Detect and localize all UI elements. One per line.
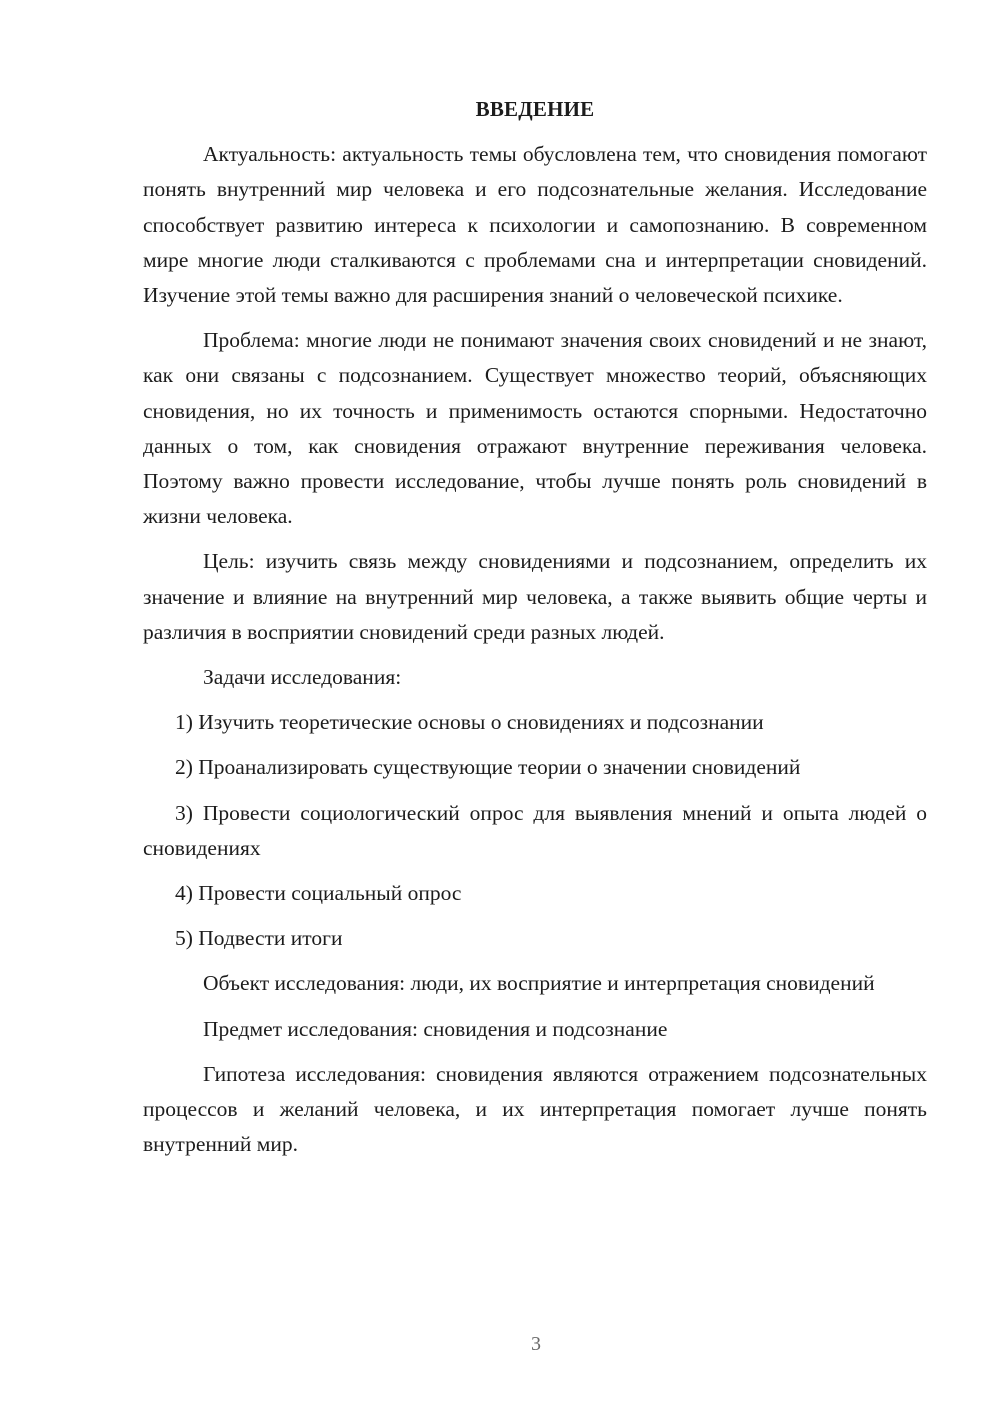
page-number: 3 (531, 1333, 541, 1355)
goal-paragraph: Цель: изучить связь между сновидениями и подсознанием, определить их значение и влияние на внутренний мир человека, а также выявить общие черты и различия в восприятии сновидений среди разных людей. (143, 549, 927, 644)
problem-paragraph: Проблема: многие люди не понимают значения своих сновидений и не знают, как они связаны с подсознанием. Существует множество теорий, объясняющих сновидения, но их точность и применимость остаются спорными. Недостаточно данных о том, как сновидения отражают внутренние переживания человека. Поэтому важно провести исследование, чтобы лучше понять роль сновидений в жизни человека. (143, 328, 927, 529)
page-content (143, 92, 927, 1172)
task-item-5: 5) Подвести итоги (175, 926, 343, 951)
task-item-4: 4) Провести социальный опрос (175, 881, 462, 906)
subject-paragraph: Предмет исследования: сновидения и подсознание (203, 1016, 668, 1041)
tasks-heading: Задачи исследования: (203, 665, 402, 690)
page-title: ВВЕДЕНИЕ (475, 97, 595, 121)
task-item-1: 1) Изучить теоретические основы о сновидениях и подсознании (175, 710, 764, 735)
relevance-paragraph: Актуальность: актуальность темы обусловлена тем, что сновидения помогают понять внутренний мир человека и его подсознательные желания. Исследование способствует развитию интереса к психологии и самопознанию. В современном мире многие люди сталкиваются с проблемами сна и интерпретации сновидений. Изучение этой темы важно для расширения знаний о человеческой психике. (143, 142, 927, 308)
hypothesis-paragraph: Гипотеза исследования: сновидения являются отражением подсознательных процессов и желаний человека, и их интерпретация помогает лучше понять внутренний мир. (143, 1061, 927, 1157)
task-item-3: 3) Провести социологический опрос для выявления мнений и опыта людей о сновидениях (143, 800, 927, 860)
task-item-2: 2) Проанализировать существующие теории о значении сновидений (175, 755, 801, 780)
object-paragraph: Объект исследования: люди, их восприятие и интерпретация сновидений (203, 971, 875, 996)
